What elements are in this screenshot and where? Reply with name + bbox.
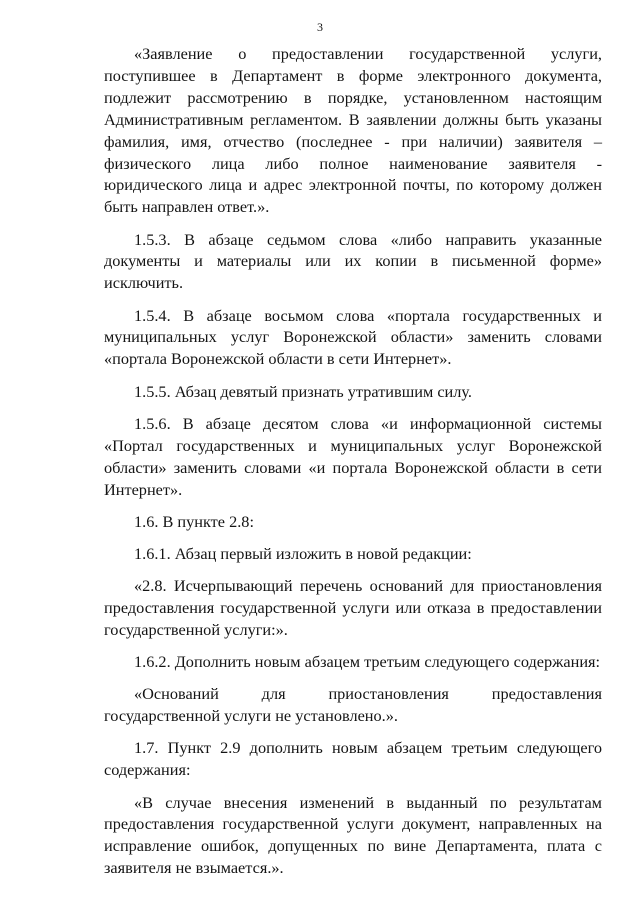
page-number: 3 [317,20,323,34]
paragraph-1-6-1: 1.6.1. Абзац первый изложить в новой редакции: [134,543,472,563]
paragraph-1-5-5: 1.5.5. Абзац девятый признать утратившим силу. [134,381,472,401]
paragraph-1-5-6: 1.5.6. В абзаце десятом слова «и информационной системы «Портал государственных и муниципальных услуг Воронежской области» заменить словами «и портала Воронежской области в сети Интернет». [104,413,602,499]
paragraph-application-form: «Заявление о предоставлении государственной услуги, поступившее в Департамент в форме электронного документа, подлежит рассмотрению в порядке, установленном настоящим Административным регламентом. В заявлении должны быть указаны фамилия, имя, отчество (последнее - при наличии) заявителя – физического лица либо полное наименование заявителя - юридического лица и адрес электронной почты, по которому должен быть направлен ответ.». [104,44,602,217]
paragraph-fee-quote: «В случае внесения изменений в выданный по результатам предоставления государственной услуги документ, направленных на исправление ошибок, допущенных по вине Департамента, плата с заявителя не взымается.». [104,792,602,878]
paragraph-1-6: 1.6. В пункте 2.8: [134,511,254,531]
paragraph-1-5-4: 1.5.4. В абзаце восьмом слова «портала государственных и муниципальных услуг Воронежской области» заменить словами «портала Воронежской области в сети Интернет». [104,305,602,369]
paragraph-1-5-3: 1.5.3. В абзаце седьмом слова «либо направить указанные документы и материалы или их копии в письменной форме» исключить. [104,229,602,293]
paragraph-1-6-2: 1.6.2. Дополнить новым абзацем третьим следующего содержания: [134,652,601,672]
paragraph-2-8-quote: «2.8. Исчерпывающий перечень оснований для приостановления предоставления государственной услуги или отказа в предоставлении государственной услуги:». [104,576,602,639]
paragraph-no-grounds-quote: «Оснований для приостановления предоставления государственной услуги не установлено.». [104,684,602,726]
paragraph-1-7: 1.7. Пункт 2.9 дополнить новым абзацем третьим следующего содержания: [104,738,602,780]
document-body [104,43,602,889]
